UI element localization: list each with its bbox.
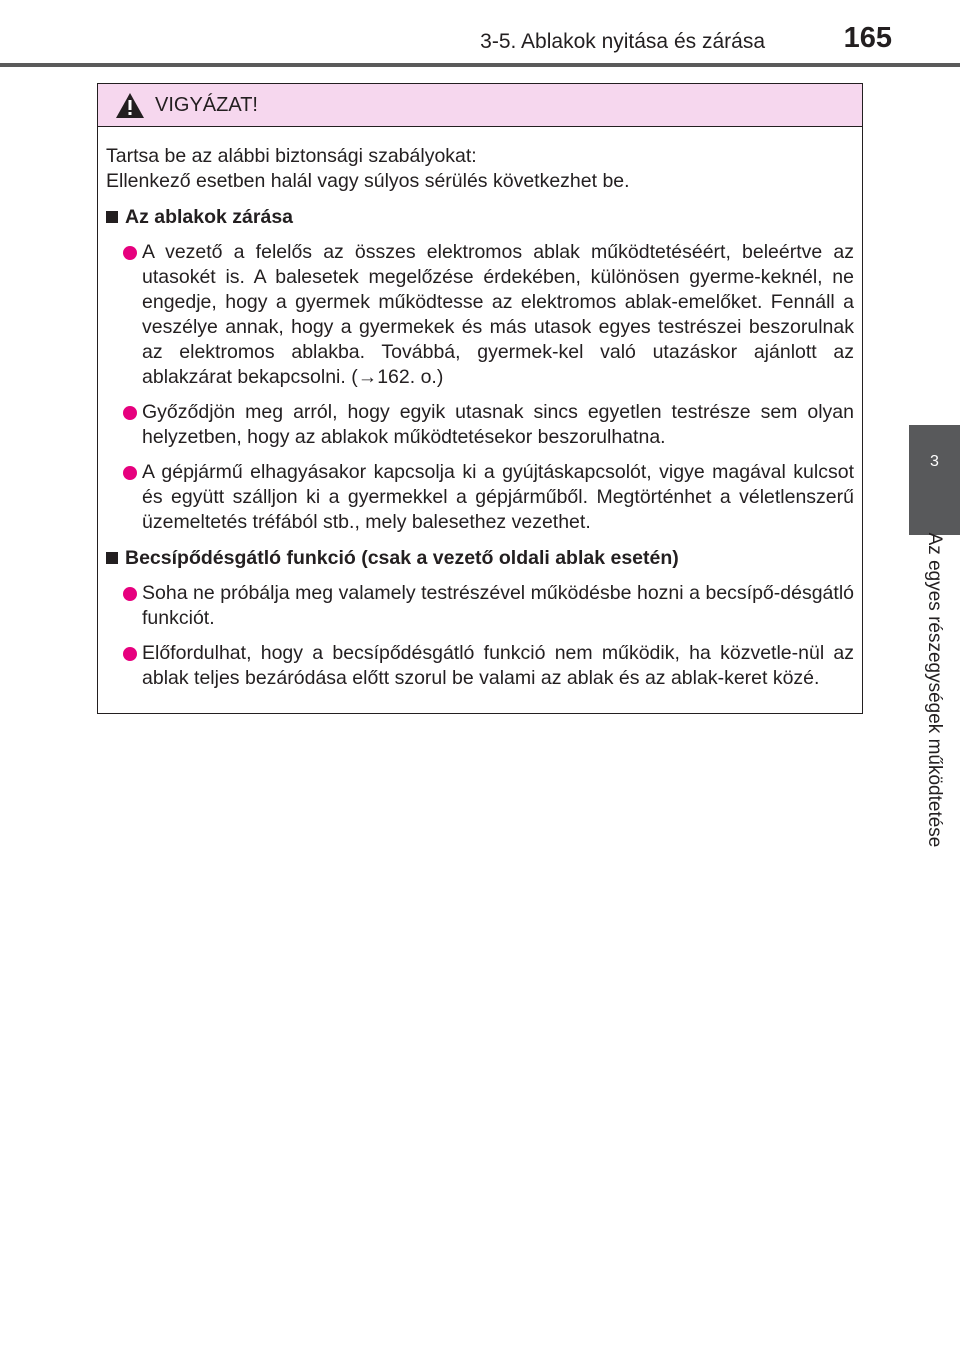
chapter-number: 3 <box>930 453 939 470</box>
list-item <box>106 581 854 631</box>
section-heading <box>106 205 854 230</box>
page-header <box>0 0 960 68</box>
page-number: 165 <box>843 22 892 54</box>
section-heading-text: Becsípődésgátló funkció (csak a vezető oldali ablak esetén) <box>125 547 679 569</box>
caution-title: VIGYÁZAT! <box>155 94 258 116</box>
list-item-text: A vezető a felelős az összes elektromos ablak működtetéséért, beleértve az utasokét is. A balesetek megelőzése érdekében, különösen gyerme-keknél, ne engedje, hogy a gyermek működtesse az elektromos ablak-emelőket. Fennáll a veszélye annak, hogy a gyermekek és más utasok egyes testrészei beszorulnak az elektromos ablakba. Továbbá, gyermek-kel való utazáskor ajánlott az ablakzárat bekapcsolni. (→162. o.) <box>142 241 854 388</box>
warning-triangle-icon <box>115 92 145 119</box>
round-bullet-icon <box>123 466 137 480</box>
caution-box <box>97 83 863 714</box>
intro-line: Ellenkező esetben halál vagy súlyos sérülés következhet be. <box>106 170 630 192</box>
section-title: 3-5. Ablakok nyitása és zárása <box>480 30 765 53</box>
list-item-text: Győződjön meg arról, hogy egyik utasnak sincs egyetlen testrésze sem olyan helyzetben, hogy az ablakok működtetésekor beszorulhatna. <box>142 401 854 448</box>
chapter-tab <box>909 425 960 535</box>
section-heading-text: Az ablakok zárása <box>125 206 294 228</box>
caution-header <box>98 84 862 127</box>
header-rule <box>0 63 960 67</box>
round-bullet-icon <box>123 647 137 661</box>
list-item-text: A gépjármű elhagyásakor kapcsolja ki a gyújtáskapcsolót, vigye magával kulcsot és együtt szálljon ki a gyermekkel a gépjárműből. Megtörténhet a véletlenszerű üzemeltetés tréfából stb., mely balesethez vezethet. <box>142 461 854 533</box>
list-item <box>106 240 854 390</box>
square-bullet-icon <box>106 552 118 564</box>
list-item-text: Előfordulhat, hogy a becsípődésgátló funkció nem működik, ha közvetle-nül az ablak teljes bezáródása előtt szorul be valami az ablak és az ablak-keret közé. <box>142 642 854 689</box>
list-item <box>106 641 854 691</box>
caution-body <box>98 127 862 691</box>
caution-intro <box>106 144 854 194</box>
section-heading <box>106 546 854 571</box>
chapter-title: Az egyes részegységek működtetése <box>924 532 945 848</box>
list-item <box>106 400 854 450</box>
round-bullet-icon <box>123 406 137 420</box>
round-bullet-icon <box>123 587 137 601</box>
square-bullet-icon <box>106 211 118 223</box>
round-bullet-icon <box>123 246 137 260</box>
list-item-text: Soha ne próbálja meg valamely testrészével működésbe hozni a becsípő-désgátló funkciót. <box>142 582 854 629</box>
list-item <box>106 460 854 535</box>
intro-line: Tartsa be az alábbi biztonsági szabályokat: <box>106 145 477 167</box>
